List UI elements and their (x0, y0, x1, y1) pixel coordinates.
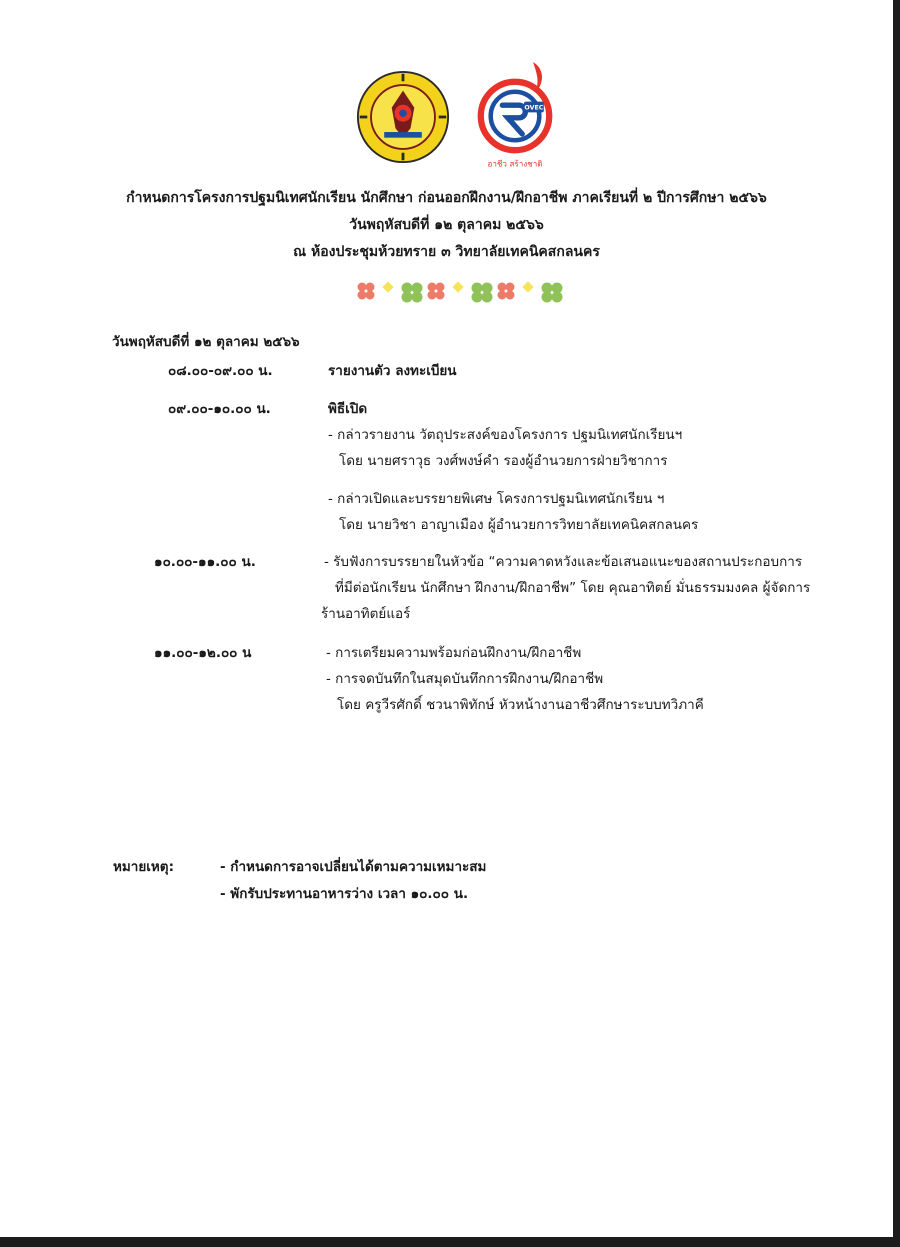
flower-icon (498, 283, 515, 300)
college-seal-logo (356, 70, 450, 164)
slot2-title: พิธีเปิด (328, 401, 368, 417)
page-edge-bottom (0, 1237, 900, 1247)
slot3-line1: - รับฟังการบรรยายในหัวข้อ “ความคาดหวังและข้อเสนอแนะของสถานประกอบการ (324, 554, 803, 570)
vocational-emblem-text: อาชีว สร้างชาติ (487, 158, 543, 169)
schedule-date: วันพฤหัสบดีที่ ๑๒ ตุลาคม ๒๕๖๖ (112, 334, 300, 350)
slot3-line2: ที่มีต่อนักเรียน นักศึกษา ฝึกงาน/ฝึกอาชีพ” โดย คุณอาทิตย์ มั่นธรรมมงคล ผู้จัดการ (335, 580, 811, 596)
header-line-3: ณ ห้องประชุมห้วยทราย ๓ วิทยาลัยเทคนิคสกลนคร (293, 244, 600, 260)
slot4-line2: - การจดบันทึกในสมุดบันทึกการฝึกงาน/ฝึกอาชีพ (326, 671, 604, 687)
slot2-line3: - กล่าวเปิดและบรรยายพิเศษ โครงการปฐมนิเทศนักเรียน ฯ (328, 491, 665, 507)
star-icon (522, 281, 533, 292)
vocational-emblem-logo (470, 58, 560, 174)
star-icon (382, 281, 393, 292)
slot2-line2: โดย นายศราวุธ วงศ์พงษ์คำ รองผู้อำนวยการฝ่ายวิชาการ (339, 453, 668, 469)
flower-icon (358, 283, 375, 300)
svg-text:OVEC: OVEC (524, 104, 544, 112)
slot4-time: ๑๑.๐๐-๑๒.๐๐ น (154, 645, 252, 661)
note-line1: - กำหนดการอาจเปลี่ยนได้ตามความเหมาะสม (220, 859, 487, 875)
slot3-time: ๑๐.๐๐-๑๑.๐๐ น. (154, 554, 256, 570)
header-line-1: กำหนดการโครงการปฐมนิเทศนักเรียน นักศึกษา ก่อนออกฝึกงาน/ฝึกอาชีพ ภาคเรียนที่ ๒ ปีการศึกษา ๒๕๖๖ (126, 190, 767, 206)
slot1-time: ๐๘.๐๐-๐๙.๐๐ น. (168, 363, 273, 379)
clover-icon (542, 283, 563, 303)
clover-icon (472, 283, 493, 303)
slot2-line1: - กล่าวรายงาน วัตถุประสงค์ของโครงการ ปฐมนิเทศนักเรียนฯ (328, 427, 683, 443)
header-line-2: วันพฤหัสบดีที่ ๑๒ ตุลาคม ๒๕๖๖ (349, 217, 544, 233)
note-label: หมายเหตุ: (113, 859, 174, 875)
page-edge-right (893, 0, 900, 1247)
slot2-line4: โดย นายวิชา อาญาเมือง ผู้อำนวยการวิทยาลัยเทคนิคสกลนคร (339, 517, 699, 533)
slot2-time: ๐๙.๐๐-๑๐.๐๐ น. (168, 401, 271, 417)
clover-icon (402, 283, 423, 303)
slot4-line1: - การเตรียมความพร้อมก่อนฝึกงาน/ฝึกอาชีพ (326, 645, 582, 661)
star-icon (452, 281, 463, 292)
slot4-line3: โดย ครูวีรศักดิ์ ชวนาพิทักษ์ หัวหน้างานอาชีวศึกษาระบบทวิภาคี (337, 697, 704, 713)
flower-icon (428, 283, 445, 300)
decorative-divider (354, 277, 570, 305)
logo-row (0, 58, 893, 176)
slot3-line3: ร้านอาทิตย์แอร์ (321, 606, 411, 622)
note-line2: - พักรับประทานอาหารว่าง เวลา ๑๐.๐๐ น. (220, 886, 469, 902)
slot1-title: รายงานตัว ลงทะเบียน (328, 363, 457, 379)
